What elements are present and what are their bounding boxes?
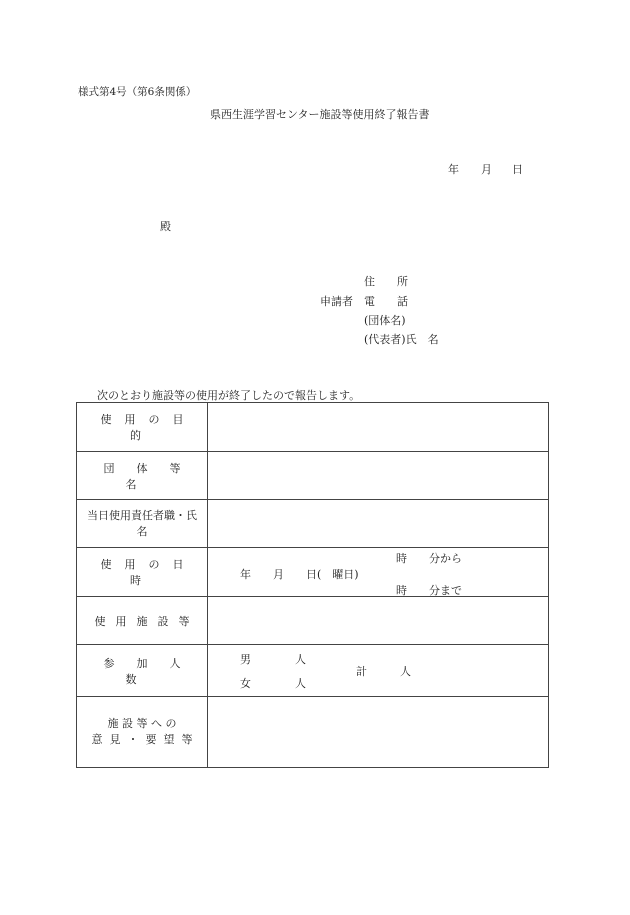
participants-label: 参加人数 [77,645,208,697]
date-day-label: 日 [512,163,523,176]
group-name-row-label: 団体等名 [77,452,208,500]
responsible-field[interactable] [208,500,549,548]
date-text: 年 月 日( 曜日) [240,568,359,581]
intro-text: 次のとおり施設等の使用が終了したので報告します。 [97,389,361,402]
group-name-field[interactable] [208,452,549,500]
report-table [76,402,549,768]
responsible-label: 当日使用責任者職・氏名 [77,500,208,548]
to-time-text: 時 分まで [396,584,462,597]
purpose-label: 使用の目的 [77,403,208,452]
datetime-label: 使用の日時 [77,548,208,597]
table-row [77,697,549,768]
table-row [77,452,549,500]
opinions-label-line2: 意見・要望等 [91,733,200,746]
datetime-field[interactable] [208,548,549,597]
date-year-label: 年 [448,163,459,176]
table-row [77,645,549,697]
phone-label: 電 話 [364,295,408,308]
male-count-text: 男 人 [240,653,306,666]
applicant-role: 申請者 [320,295,353,308]
addressee-suffix: 殿 [160,220,171,233]
date-month-label: 月 [481,163,492,176]
table-row [77,597,549,645]
facility-field[interactable] [208,597,549,645]
form-number: 様式第4号（第6条関係） [78,86,197,98]
opinions-label-line1: 施 設 等 へ の [107,717,177,730]
facility-label: 使用施設等 [77,597,208,645]
purpose-field[interactable] [208,403,549,452]
group-name-label: (団体名) [364,314,406,327]
total-count-text: 計 人 [356,665,411,678]
female-count-text: 女 人 [240,677,306,690]
opinions-label [77,697,208,768]
table-row [77,403,549,452]
table-row [77,500,549,548]
page-title: 県西生涯学習センター施設等使用終了報告書 [210,108,430,121]
representative-label: (代表者)氏 名 [364,333,439,346]
participants-field[interactable] [208,645,549,697]
from-time-text: 時 分から [396,552,462,565]
table-row [77,548,549,597]
address-label: 住 所 [364,275,408,288]
opinions-field[interactable] [208,697,549,768]
